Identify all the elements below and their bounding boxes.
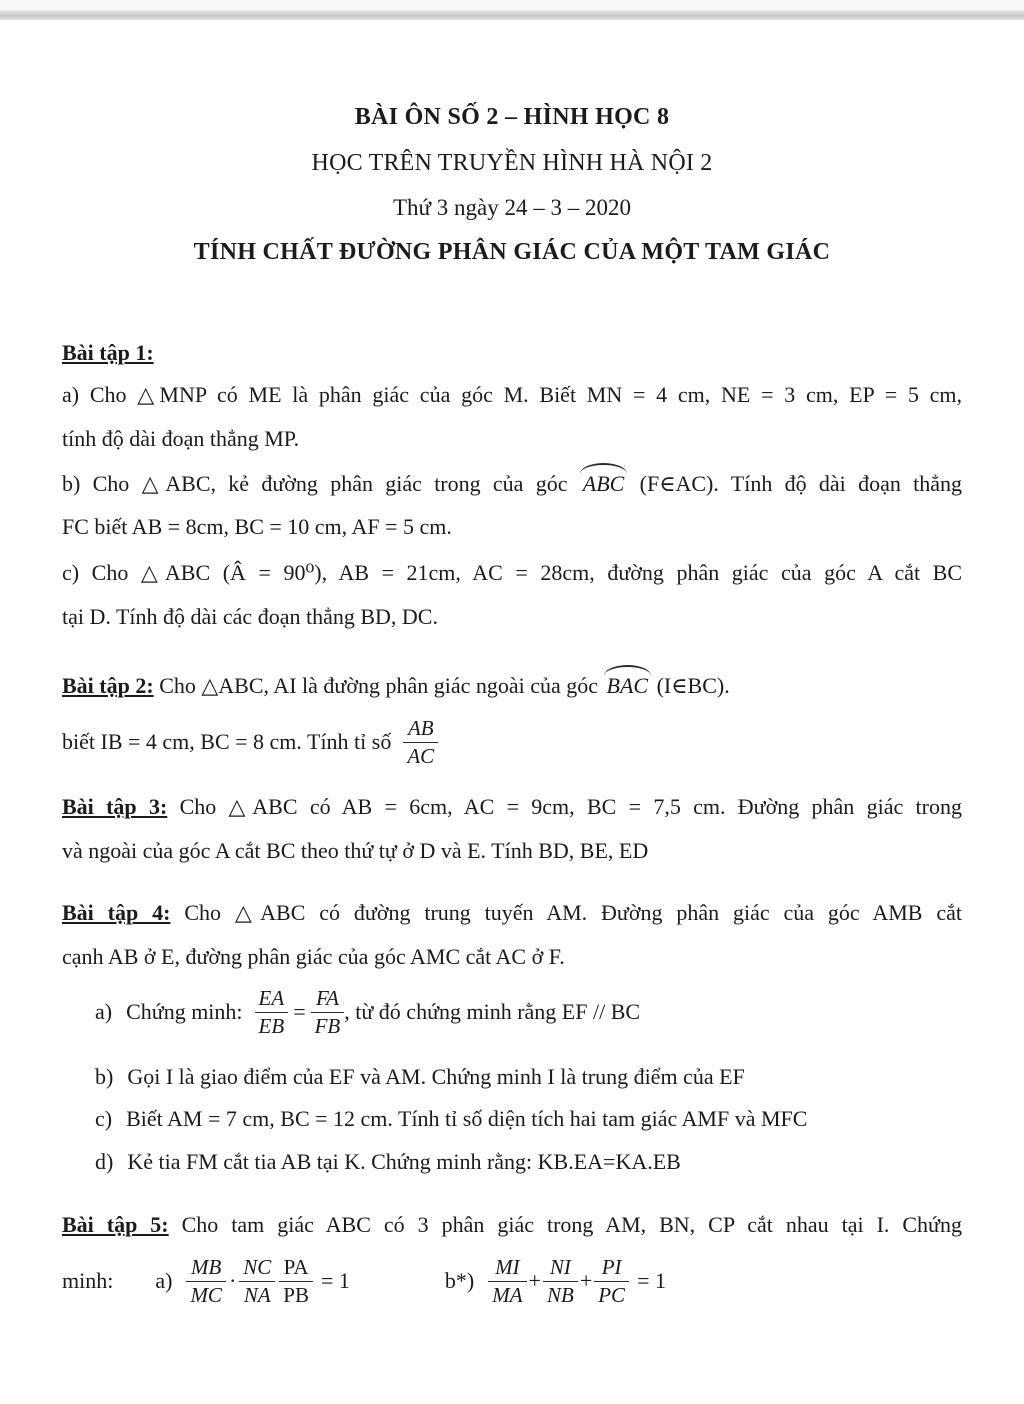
fraction-denominator: EB bbox=[258, 1013, 285, 1038]
item-a-label: a) bbox=[95, 999, 113, 1024]
item-b-label: b) bbox=[95, 1064, 114, 1089]
exercise-4-line-1 bbox=[62, 896, 962, 930]
exercise-1c-line-1: c) Cho △ABC (Â = 90⁰), AB = 21cm, AC = 28cm, đường phân giác của góc A cắt BC bbox=[62, 560, 962, 585]
exercise-2-line-2 bbox=[62, 710, 962, 774]
exercise-4-label: Bài tập 4: bbox=[62, 900, 171, 925]
plus-sign: + bbox=[528, 1268, 541, 1293]
exercise-5-intro-2: minh: bbox=[62, 1268, 114, 1293]
exercise-1c-line-2: tại D. Tính độ dài các đoạn thẳng BD, DC. bbox=[62, 604, 438, 629]
exercise-1b-post: (F∈AC). Tính độ dài đoạn thẳng bbox=[627, 471, 962, 496]
fraction-PI-PC bbox=[594, 1255, 629, 1308]
formula-a-label: a) bbox=[155, 1268, 173, 1293]
exercise-1-header bbox=[62, 336, 962, 370]
topic-title: TÍNH CHẤT ĐƯỜNG PHÂN GIÁC CỦA MỘT TAM GIÁC bbox=[193, 239, 831, 265]
exercise-2-text: biết IB = 4 cm, BC = 8 cm. Tính tỉ số bbox=[62, 729, 392, 754]
fraction-denominator: FB bbox=[314, 1013, 341, 1038]
formula-b-label: b*) bbox=[444, 1268, 475, 1293]
exercise-3-line-1 bbox=[62, 790, 962, 824]
item-c-label: c) bbox=[95, 1106, 113, 1131]
fraction-AB-AC bbox=[403, 716, 438, 769]
item-c-text: Biết AM = 7 cm, BC = 12 cm. Tính tỉ số diện tích hai tam giác AMF và MFC bbox=[126, 1106, 808, 1131]
subtitle: HỌC TRÊN TRUYỀN HÌNH HÀ NỘI 2 bbox=[311, 150, 713, 176]
exercise-1a-line-2: tính độ dài đoạn thẳng MP. bbox=[62, 426, 300, 451]
fraction-numerator: EA bbox=[255, 986, 289, 1013]
fraction-denominator: MA bbox=[492, 1282, 523, 1307]
exercise-1b-line-2: FC biết AB = 8cm, BC = 10 cm, AF = 5 cm. bbox=[62, 514, 452, 539]
equals-sign: = bbox=[293, 999, 306, 1024]
exercise-5-formula-row bbox=[62, 1248, 962, 1314]
fraction-denominator: PB bbox=[283, 1282, 309, 1307]
multiplication-dot: · bbox=[228, 1268, 237, 1293]
exercise-5-intro-1: Cho tam giác ABC có 3 phân giác trong AM, BN, CP cắt nhau tại I. Chứng bbox=[168, 1212, 962, 1237]
top-bar-light-strip bbox=[0, 0, 1024, 10]
fraction-MB-MC bbox=[186, 1255, 226, 1308]
top-bar-divider bbox=[0, 10, 1024, 20]
exercise-4-item-a bbox=[95, 978, 962, 1046]
item-a-post: , từ đó chứng minh rằng EF // BC bbox=[344, 999, 641, 1024]
item-a-pre: Chứng minh: bbox=[126, 999, 243, 1024]
exercise-4-intro-1: Cho △ABC có đường trung tuyến AM. Đường phân giác của góc AMB cắt bbox=[170, 900, 962, 925]
fraction-numerator: AB bbox=[403, 716, 438, 743]
fraction-NI-NB bbox=[543, 1255, 578, 1308]
item-d-label: d) bbox=[95, 1149, 114, 1174]
plus-sign: + bbox=[579, 1268, 593, 1293]
date-line: Thứ 3 ngày 24 – 3 – 2020 bbox=[393, 195, 631, 220]
fraction-numerator: NC bbox=[239, 1255, 275, 1282]
exercise-4-item-c bbox=[95, 1102, 962, 1136]
exercise-1-label: Bài tập 1: bbox=[62, 340, 154, 365]
fraction-denominator: MC bbox=[190, 1282, 222, 1307]
item-b-text: Gọi I là giao điểm của EF và AM. Chứng minh I là trung điểm của EF bbox=[127, 1064, 745, 1089]
exercise-4-item-b bbox=[95, 1060, 962, 1094]
page-title: BÀI ÔN SỐ 2 – HÌNH HỌC 8 bbox=[354, 104, 670, 130]
fraction-numerator: MB bbox=[186, 1255, 226, 1282]
angle-abc-notation: ABC bbox=[580, 466, 628, 501]
exercise-1b-pre: b) Cho △ABC, kẻ đường phân giác trong của góc bbox=[62, 471, 580, 496]
exercise-3-label: Bài tập 3: bbox=[62, 794, 168, 819]
item-d-text: Kẻ tia FM cắt tia AB tại K. Chứng minh rằng: KB.EA=KA.EB bbox=[127, 1149, 681, 1174]
exercise-3-text-1: Cho △ABC có AB = 6cm, AC = 9cm, BC = 7,5 cm. Đường phân giác trong bbox=[167, 794, 962, 819]
exercise-1b-line-1 bbox=[62, 466, 962, 501]
fraction-NC-NA bbox=[239, 1255, 275, 1308]
fraction-numerator: PA bbox=[279, 1255, 313, 1282]
exercise-2-intro-post: (I∈BC). bbox=[651, 673, 730, 698]
formula-b-equals: = 1 bbox=[637, 1268, 666, 1293]
fraction-MI-MA bbox=[488, 1255, 526, 1308]
fraction-denominator: AC bbox=[407, 743, 435, 768]
exercise-3-line-2: và ngoài của góc A cắt BC theo thứ tự ở D và E. Tính BD, BE, ED bbox=[62, 838, 649, 863]
angle-bac-notation: BAC bbox=[604, 668, 652, 703]
fraction-numerator: MI bbox=[488, 1255, 526, 1282]
fraction-denominator: PC bbox=[598, 1282, 626, 1307]
fraction-PA-PB bbox=[279, 1255, 313, 1308]
exercise-5-label: Bài tập 5: bbox=[62, 1212, 169, 1237]
exercise-2-line-1 bbox=[62, 668, 962, 703]
fraction-FA-FB bbox=[311, 986, 345, 1039]
fraction-EA-EB bbox=[255, 986, 289, 1039]
exercise-5-line-1 bbox=[62, 1208, 962, 1242]
formula-a-equals: = 1 bbox=[320, 1268, 350, 1293]
exercise-2-label: Bài tập 2: bbox=[62, 673, 154, 698]
exercise-4-item-d bbox=[95, 1145, 962, 1179]
exercise-4-line-2: cạnh AB ở E, đường phân giác của góc AMC cắt AC ở F. bbox=[62, 944, 565, 969]
fraction-numerator: NI bbox=[543, 1255, 578, 1282]
exercise-1a-line-1: a) Cho △MNP có ME là phân giác của góc M. Biết MN = 4 cm, NE = 3 cm, EP = 5 cm, bbox=[62, 382, 962, 407]
exercise-2-intro-pre: Cho △ABC, AI là đường phân giác ngoài của góc bbox=[153, 673, 604, 698]
fraction-denominator: NA bbox=[243, 1282, 271, 1307]
fraction-numerator: PI bbox=[594, 1255, 629, 1282]
fraction-numerator: FA bbox=[311, 986, 345, 1013]
fraction-denominator: NB bbox=[546, 1282, 574, 1307]
